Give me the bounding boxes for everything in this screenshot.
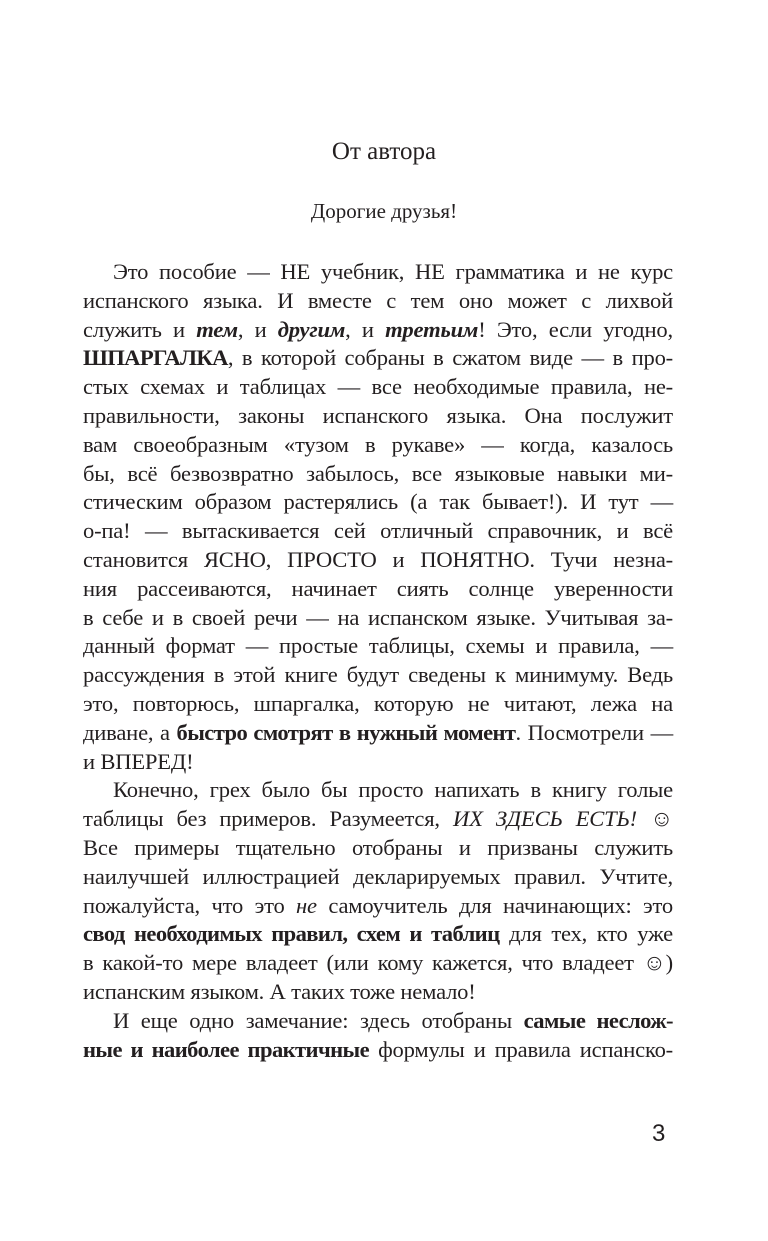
emphasis-text: другим bbox=[277, 316, 346, 342]
text-line bbox=[83, 863, 673, 892]
text-line bbox=[83, 517, 673, 546]
emphasis-text: самые неслож- bbox=[523, 1007, 673, 1033]
text-run: Все примеры тщательно отобраны и призваны служить bbox=[83, 834, 673, 860]
emphasis-text: ШПАРГАЛКА bbox=[83, 345, 228, 371]
text-line bbox=[83, 892, 673, 921]
text-line bbox=[83, 661, 673, 690]
text-run: . Посмотрели — bbox=[515, 719, 673, 745]
greeting: Дорогие друзья! bbox=[310, 199, 458, 223]
text-run: испанским языком. А таких тоже немало! bbox=[83, 978, 476, 1004]
text-run: , в которой собраны в сжатом виде — в про- bbox=[227, 345, 673, 371]
text-run: вам своеобразным «тузом в рукаве» — когда, казалось bbox=[83, 431, 673, 457]
emphasis-text: ные и наиболее практичные bbox=[83, 1036, 370, 1062]
text-run: испанского языка. И вместе с тем оно может с лихвой bbox=[83, 287, 673, 313]
text-line bbox=[83, 258, 673, 287]
text-line bbox=[83, 920, 673, 949]
text-run: , и bbox=[237, 316, 278, 342]
text-line bbox=[83, 460, 673, 489]
text-line bbox=[83, 949, 673, 978]
text-run: формулы и правила испанско- bbox=[369, 1036, 673, 1062]
text-run: правильности, законы испанского языка. Она послужит bbox=[83, 402, 673, 428]
text-run: это, повторюсь, шпаргалка, которую не читают, лежа на bbox=[83, 690, 673, 716]
text-line bbox=[83, 373, 673, 402]
text-run: в себе и в своей речи — на испанском языке. Учитывая за- bbox=[83, 604, 673, 630]
text-line bbox=[83, 978, 673, 1007]
text-run: И еще одно замечание: здесь отобраны bbox=[113, 1007, 524, 1033]
text-run: самоучитель для начинающих: это bbox=[316, 892, 673, 918]
emphasis-text: ИХ ЗДЕСЬ ЕСТЬ! bbox=[452, 806, 637, 832]
text-run: ☺ bbox=[637, 806, 673, 832]
text-line bbox=[83, 488, 673, 517]
text-line bbox=[83, 287, 673, 316]
text-line bbox=[83, 690, 673, 719]
text-run: стическим образом растерялись (а так бывает!). И тут — bbox=[83, 489, 673, 515]
text-run: диване, а bbox=[83, 719, 177, 745]
text-line bbox=[83, 632, 673, 661]
text-line bbox=[83, 344, 673, 373]
text-run: стых схемах и таблицах — все необходимые правила, не- bbox=[83, 374, 673, 400]
text-run: в какой-то мере владеет (или кому кажется, что владеет ☺) bbox=[83, 950, 673, 976]
text-run: для тех, кто уже bbox=[499, 921, 674, 947]
text-run: бы, всё безвозвратно забылось, все языковые навыки ми- bbox=[83, 460, 673, 486]
body-text bbox=[83, 258, 673, 1064]
text-run: данный формат — простые таблицы, схемы и правила, — bbox=[83, 633, 673, 659]
text-run: пожалуйста, что это bbox=[83, 892, 297, 918]
text-line bbox=[83, 719, 673, 748]
text-line bbox=[83, 546, 673, 575]
text-run: рассуждения в этой книге будут сведены к минимуму. Ведь bbox=[83, 662, 673, 688]
emphasis-text: быстро смотрят в нужный момент bbox=[176, 719, 516, 745]
text-line bbox=[83, 1036, 673, 1065]
text-run: и ВПЕРЕД! bbox=[83, 748, 194, 774]
text-line bbox=[83, 834, 673, 863]
text-run: таблицы без примеров. Разумеется, bbox=[83, 806, 453, 832]
text-line bbox=[83, 748, 673, 777]
text-run: служить и bbox=[83, 316, 197, 342]
text-run: , и bbox=[345, 316, 386, 342]
text-run: о-па! — вытаскивается сей отличный справочник, и всё bbox=[83, 518, 673, 544]
emphasis-text: третьим bbox=[385, 316, 479, 342]
text-run: ! Это, если угодно, bbox=[478, 316, 673, 342]
text-line bbox=[83, 431, 673, 460]
emphasis-text: свод необходимых правил, схем и таблиц bbox=[83, 921, 500, 947]
text-line bbox=[83, 604, 673, 633]
text-line bbox=[83, 776, 673, 805]
text-run: становится ЯСНО, ПРОСТО и ПОНЯТНО. Тучи незна- bbox=[83, 546, 673, 572]
emphasis-text: не bbox=[296, 892, 317, 918]
emphasis-text: тем bbox=[196, 316, 238, 342]
text-line bbox=[83, 316, 673, 345]
text-line bbox=[83, 402, 673, 431]
text-run: Это пособие — НЕ учебник, НЕ грамматика и не курс bbox=[113, 259, 673, 284]
text-line bbox=[83, 1007, 673, 1036]
text-line bbox=[83, 575, 673, 604]
text-line bbox=[83, 805, 673, 834]
text-run: Конечно, грех было бы просто напихать в книгу голые bbox=[113, 777, 673, 803]
text-run: наилучшей иллюстрацией декларируемых правил. Учтите, bbox=[83, 863, 673, 889]
text-run: ния рассеиваются, начинает сиять солнце уверенности bbox=[83, 575, 673, 601]
page-number: 3 bbox=[652, 1120, 666, 1147]
page-title: От автора bbox=[331, 138, 437, 165]
